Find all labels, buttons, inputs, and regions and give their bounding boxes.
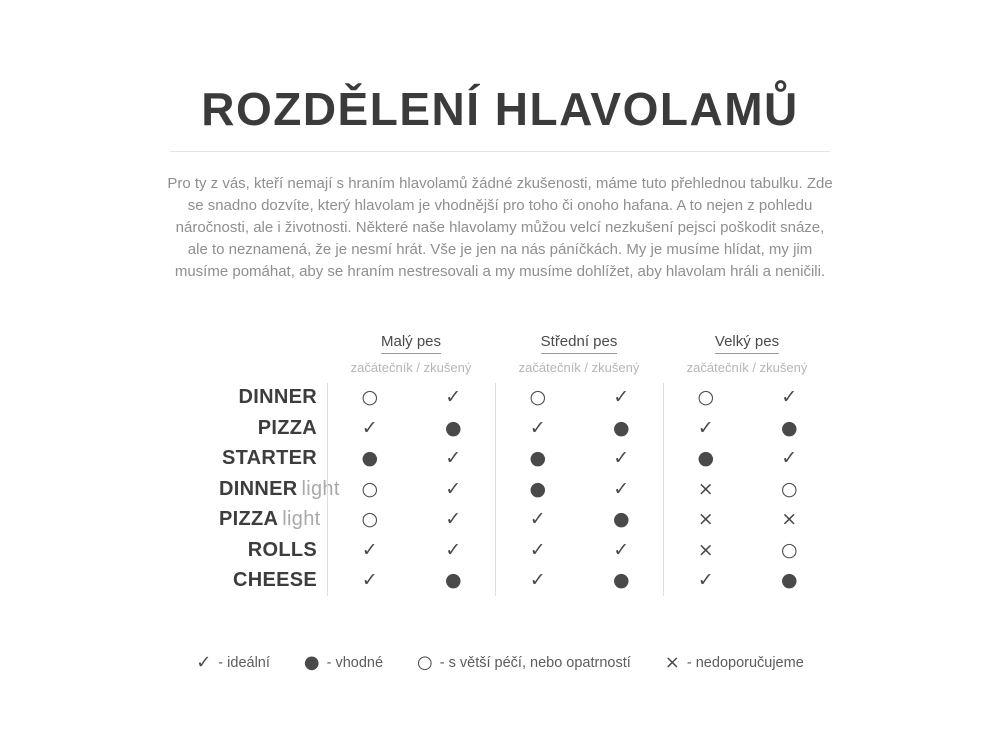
group-title: Velký pes: [715, 333, 779, 354]
table-row-pizza-light: [219, 505, 831, 536]
symbol-cell: ✓: [697, 569, 714, 592]
symbol-cell: ✓: [445, 447, 462, 470]
symbol-cell: ✓: [529, 569, 546, 592]
table-body: [219, 383, 831, 597]
cell-group: [327, 474, 495, 505]
symbol-cell: ●: [529, 477, 547, 500]
symbol-cell: ×: [697, 508, 714, 531]
cell-group: [327, 535, 495, 566]
symbol-cell: ×: [781, 508, 798, 531]
symbol-cell: ×: [697, 477, 714, 500]
legend-item-with-care: [417, 654, 631, 672]
symbol-cell: ●: [612, 416, 630, 439]
cross-icon: ×: [664, 652, 680, 674]
row-label: [219, 539, 327, 562]
symbol-cell: ✓: [445, 477, 462, 500]
page-title: ROZDĚLENÍ HLAVOLAMŮ: [201, 83, 799, 135]
symbol-cell: ✓: [445, 386, 462, 409]
row-label-text: STARTER: [221, 447, 317, 470]
legend-label: - vhodné: [326, 655, 384, 672]
row-label-text: CHEESE: [232, 569, 317, 592]
table-row-cheese: [219, 566, 831, 597]
symbol-cell: ○: [361, 386, 379, 409]
symbol-cell: ○: [780, 538, 798, 561]
row-label-text: PIZZA: [257, 416, 317, 439]
symbol-cell: ●: [444, 569, 462, 592]
cell-group: [663, 444, 831, 475]
table-row-starter: [219, 444, 831, 475]
symbol-cell: ✓: [613, 538, 630, 561]
symbol-cell: ●: [697, 447, 715, 470]
symbol-cell: ○: [361, 477, 379, 500]
symbol-cell: ×: [697, 538, 714, 561]
row-label-suffix: light: [301, 477, 340, 500]
symbol-cell: ○: [361, 508, 379, 531]
symbol-cell: ✓: [613, 477, 630, 500]
legend-item-ideal: [196, 654, 270, 672]
symbol-cell: ✓: [361, 569, 378, 592]
legend-label: - nedoporučujeme: [686, 655, 804, 672]
group-title: Malý pes: [381, 333, 441, 354]
row-label-text: DINNER: [238, 386, 317, 409]
legend-item-not-recommended: [665, 654, 804, 672]
row-label-suffix: light: [282, 508, 321, 531]
symbol-cell: ✓: [361, 416, 378, 439]
row-label: [219, 569, 327, 592]
cell-group: [495, 474, 663, 505]
symbol-cell: ✓: [361, 538, 378, 561]
group-title: Střední pes: [541, 333, 618, 354]
row-label-text: PIZZA: [219, 508, 279, 531]
row-label-text: DINNER: [219, 477, 298, 500]
cell-group: [495, 413, 663, 444]
cell-group: [327, 566, 495, 597]
table-row-pizza: [219, 413, 831, 444]
title-divider: [170, 151, 830, 152]
symbol-cell: ●: [612, 569, 630, 592]
column-group-large-dog: [663, 333, 831, 375]
group-subtitle: začátečník / zkušený: [518, 359, 640, 375]
intro-paragraph: Pro ty z vás, kteří nemají s hraním hlavolamů žádné zkušenosti, máme tuto přehlednou tabulku. Zde se snadno dozvíte, který hlavolam je vhodnější pro toho či onoho hafana. A to nejen z pohledu náročnosti, ale i životnosti. Některé naše hlavolamy můžou velcí nezkušení pejsci poškodit snáze, ale to neznamená, že je nesmí hrát. Vše je jen na nás páníčkách. My je musíme hlídat, my jim musíme pomáhat, aby se hraním nestresovali a my musíme dohlížet, aby hlavolam hráli a neničili.: [167, 174, 833, 280]
cell-group: [327, 383, 495, 414]
filled-circle-icon: ●: [303, 652, 320, 674]
symbol-cell: ●: [780, 569, 798, 592]
cell-group: [495, 535, 663, 566]
symbol-cell: ✓: [781, 386, 798, 409]
table-row-dinner: [219, 383, 831, 414]
symbol-cell: ●: [612, 508, 630, 531]
cell-group: [495, 505, 663, 536]
group-subtitle: začátečník / zkušený: [350, 359, 472, 375]
puzzle-table: [219, 333, 831, 597]
cell-group: [327, 444, 495, 475]
legend-item-suitable: [304, 654, 383, 672]
column-group-small-dog: [327, 333, 495, 375]
row-label: [219, 417, 327, 440]
symbol-cell: ✓: [781, 447, 798, 470]
symbol-cell: ✓: [697, 416, 714, 439]
cell-group: [663, 566, 831, 597]
cell-group: [663, 474, 831, 505]
symbol-cell: ✓: [529, 538, 546, 561]
group-subtitle: začátečník / zkušený: [686, 359, 808, 375]
check-icon: ✓: [196, 652, 212, 674]
cell-group: [663, 505, 831, 536]
open-circle-icon: ○: [417, 652, 433, 674]
cell-group: [495, 444, 663, 475]
symbol-cell: ●: [529, 447, 547, 470]
symbol-cell: ✓: [445, 538, 462, 561]
table-row-rolls: [219, 535, 831, 566]
row-label-text: ROLLS: [247, 538, 317, 561]
symbol-cell: ○: [780, 477, 798, 500]
cell-group: [663, 383, 831, 414]
legend-label: - s větší péčí, nebo opatrností: [439, 655, 631, 672]
row-label: [219, 508, 327, 531]
cell-group: [663, 535, 831, 566]
cell-group: [327, 505, 495, 536]
symbol-cell: ✓: [529, 416, 546, 439]
legend: [0, 654, 1000, 672]
symbol-cell: ●: [444, 416, 462, 439]
row-label: [219, 386, 327, 409]
symbol-cell: ✓: [529, 508, 546, 531]
symbol-cell: ●: [361, 447, 379, 470]
row-label: [219, 477, 340, 501]
symbol-cell: ○: [529, 386, 547, 409]
cell-group: [663, 413, 831, 444]
symbol-cell: ✓: [613, 386, 630, 409]
cell-group: [495, 566, 663, 597]
symbol-cell: ●: [780, 416, 798, 439]
symbol-cell: ✓: [445, 508, 462, 531]
symbol-cell: ○: [697, 386, 715, 409]
table-header: [219, 333, 831, 375]
table-row-dinner-light: [219, 474, 831, 505]
legend-label: - ideální: [218, 655, 270, 672]
symbol-cell: ✓: [613, 447, 630, 470]
cell-group: [327, 413, 495, 444]
column-group-medium-dog: [495, 333, 663, 375]
row-label: [219, 447, 327, 470]
cell-group: [495, 383, 663, 414]
header-spacer: [219, 333, 327, 375]
